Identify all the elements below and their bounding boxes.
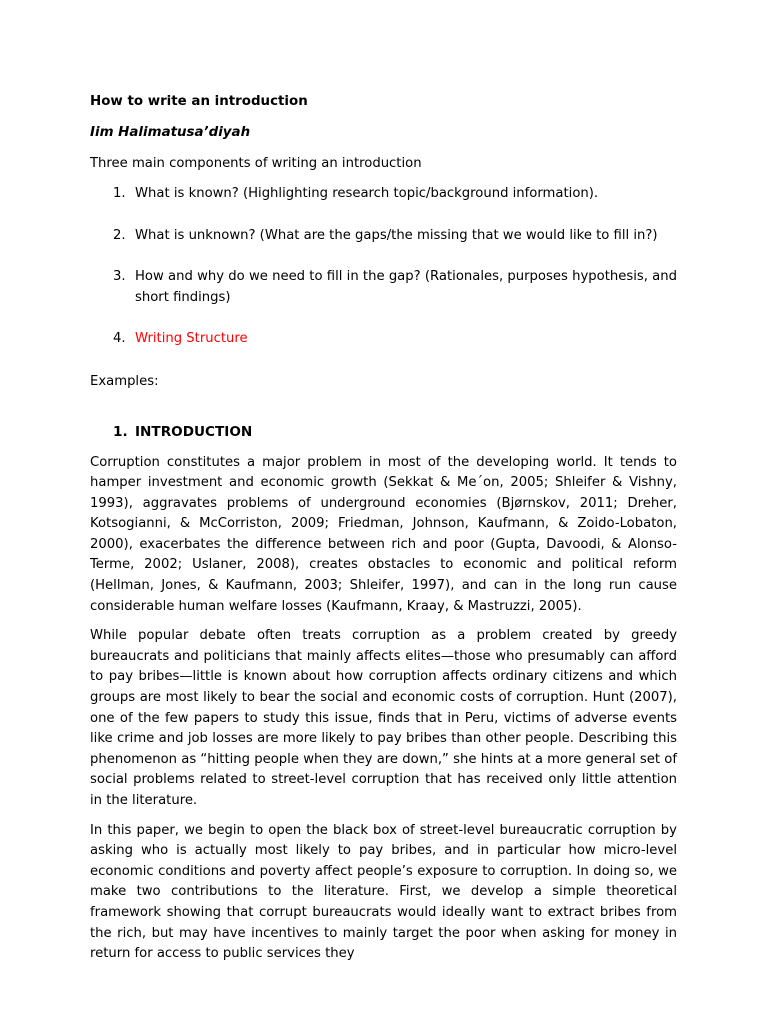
list-item	[90, 329, 677, 350]
list-item-text: What is known? (Highlighting research topic/background information).	[135, 186, 599, 201]
list-item-text: How and why do we need to fill in the gap? (Rationales, purposes hypothesis, and short findings)	[135, 269, 677, 305]
section-heading	[90, 422, 677, 442]
list-item	[90, 184, 677, 205]
document-author: Iim Halimatusa’diyah	[90, 125, 251, 140]
document-page	[90, 92, 677, 974]
body-paragraph: In this paper, we begin to open the black box of street-level bureaucratic corruption by asking who is actually most likely to pay bribes, and in particular how micro-level economic conditions and poverty affect people’s exposure to corruption. In doing so, we make two contributions to the literature. First, we develop a simple theoretical framework showing that corrupt bureaucrats would ideally want to extract bribes from the rich, but may have incentives to mainly target the poor when asking for money in return for access to public services they	[90, 822, 677, 962]
list-item-text: Writing Structure	[135, 331, 248, 346]
list-item-number: 4.	[113, 331, 126, 346]
section-number: 1.	[113, 423, 128, 440]
body-paragraph: Corruption constitutes a major problem in most of the developing world. It tends to hamper investment and economic growth (Sekkat & Me´on, 2005; Shleifer & Vishny, 1993), aggravates problems of underground economies (Bjørnskov, 2011; Dreher, Kotsogianni, & McCorriston, 2009; Friedman, Johnson, Kaufmann, & Zoido-Lobaton, 2000), exacerbates the difference between rich and poor (Gupta, Davoodi, & Alonso-Terme, 2002; Uslaner, 2008), creates obstacles to economic and political reform (Hellman, Jones, & Kaufmann, 2003; Shleifer, 1997), and can in the long run cause considerable human welfare losses (Kaufmann, Kraay, & Mastruzzi, 2005).	[90, 454, 677, 614]
components-list	[90, 184, 677, 350]
list-item-number: 1.	[113, 186, 126, 201]
list-item-text: What is unknown? (What are the gaps/the missing that we would like to fill in?)	[135, 227, 658, 243]
list-item-number: 3.	[113, 269, 126, 284]
list-item	[90, 267, 677, 308]
list-item	[90, 226, 677, 247]
list-item-number: 2.	[113, 227, 126, 243]
body-paragraph: While popular debate often treats corruption as a problem created by greedy bureaucrats and politicians that mainly affects elites—those who presumably can afford to pay bribes—little is known about how corruption affects ordinary citizens and which groups are most likely to bear the social and economic costs of corruption. Hunt (2007), one of the few papers to study this issue, finds that in Peru, victims of adverse events like crime and job losses are more likely to pay bribes than other people. Describing this phenomenon as “hitting people when they are down,” she hints at a more general set of social problems related to street-level corruption that has received only little attention in the literature.	[90, 628, 677, 808]
examples-label: Examples:	[90, 373, 159, 389]
section-heading-text: INTRODUCTION	[135, 423, 253, 440]
lead-in-text: Three main components of writing an introduction	[90, 156, 422, 171]
document-title: How to write an introduction	[90, 94, 308, 109]
